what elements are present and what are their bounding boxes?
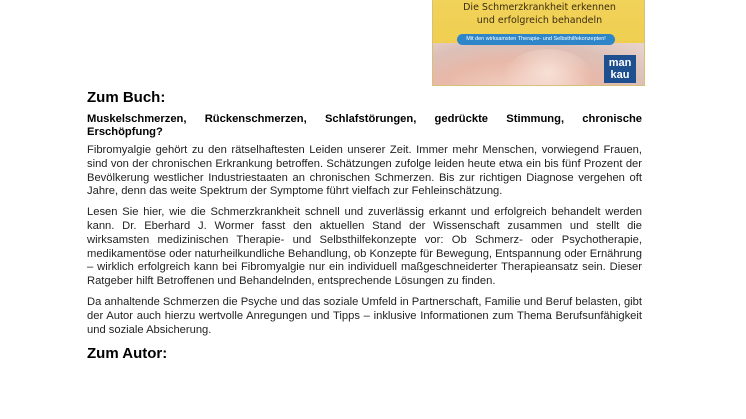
book-cover bbox=[432, 0, 645, 86]
cover-subtitle-line-1: Die Schmerzkrankheit erkennen bbox=[463, 2, 616, 13]
lead-text: Muskelschmerzen, Rückenschmerzen, Schlafstörungen, gedrückte Stimmung, chronische Erschöpfung? bbox=[87, 113, 642, 138]
publisher-logo-line-2: kau bbox=[610, 69, 630, 81]
cover-subtitle-line-2: und erfolgreich behandeln bbox=[476, 15, 603, 26]
cover-subtitle bbox=[433, 1, 645, 27]
document-body bbox=[87, 88, 642, 363]
cover-badge: Mit den wirksamsten Therapie- und Selbsthilfekonzepten! bbox=[457, 34, 615, 45]
section-heading-book: Zum Buch: bbox=[87, 89, 166, 106]
paragraph: Fibromyalgie gehört zu den rätselhaftesten Leiden unserer Zeit. Immer mehr Menschen, vorwiegend Frauen, sind von der chronischen Erkrankung betroffen. Schätzungen zufolge leiden heute etwa ein bis fünf Prozent der Bevölkerung westlicher Industriestaaten an chronischen Schmerzen. Bis zur richtigen Diagnose vergehen oft Jahre, denn das weite Spektrum der Symptome führt vielfach zur Fehleinschätzung. bbox=[87, 144, 642, 198]
paragraph: Da anhaltende Schmerzen die Psyche und das soziale Umfeld in Partnerschaft, Familie und Beruf belasten, gibt der Autor auch hierzu wertvolle Anregungen und Tipps – inklusive Informationen zum Thema Berufsunfähigkeit und soziale Absicherung. bbox=[87, 295, 642, 336]
paragraph: Lesen Sie hier, wie die Schmerzkrankheit schnell und zuverlässig erkannt und erfolgreich behandelt werden kann. Dr. Eberhard J. Wormer fasst den aktuellen Stand der Wissenschaft zusammen und stellt die wirksamsten medizinischen Therapie- und Selbsthilfekonzepte vor: Ob Schmerz- oder Psychotherapie, medikamentöse oder naturheilkundliche Behandlung, ob Konzepte für Bewegung, Entspannung oder Ernährung – wirklich erfolgreich kann bei Fibromyalgie nur ein individuell maßgeschneiderter Therapieansatz sein. Dieser Ratgeber hilft Betroffenen und Behandelnden, entsprechende Lösungen zu finden. bbox=[87, 206, 642, 288]
publisher-logo-line-1: man bbox=[608, 57, 632, 69]
section-heading-author: Zum Autor: bbox=[87, 345, 168, 363]
publisher-logo bbox=[604, 55, 636, 83]
